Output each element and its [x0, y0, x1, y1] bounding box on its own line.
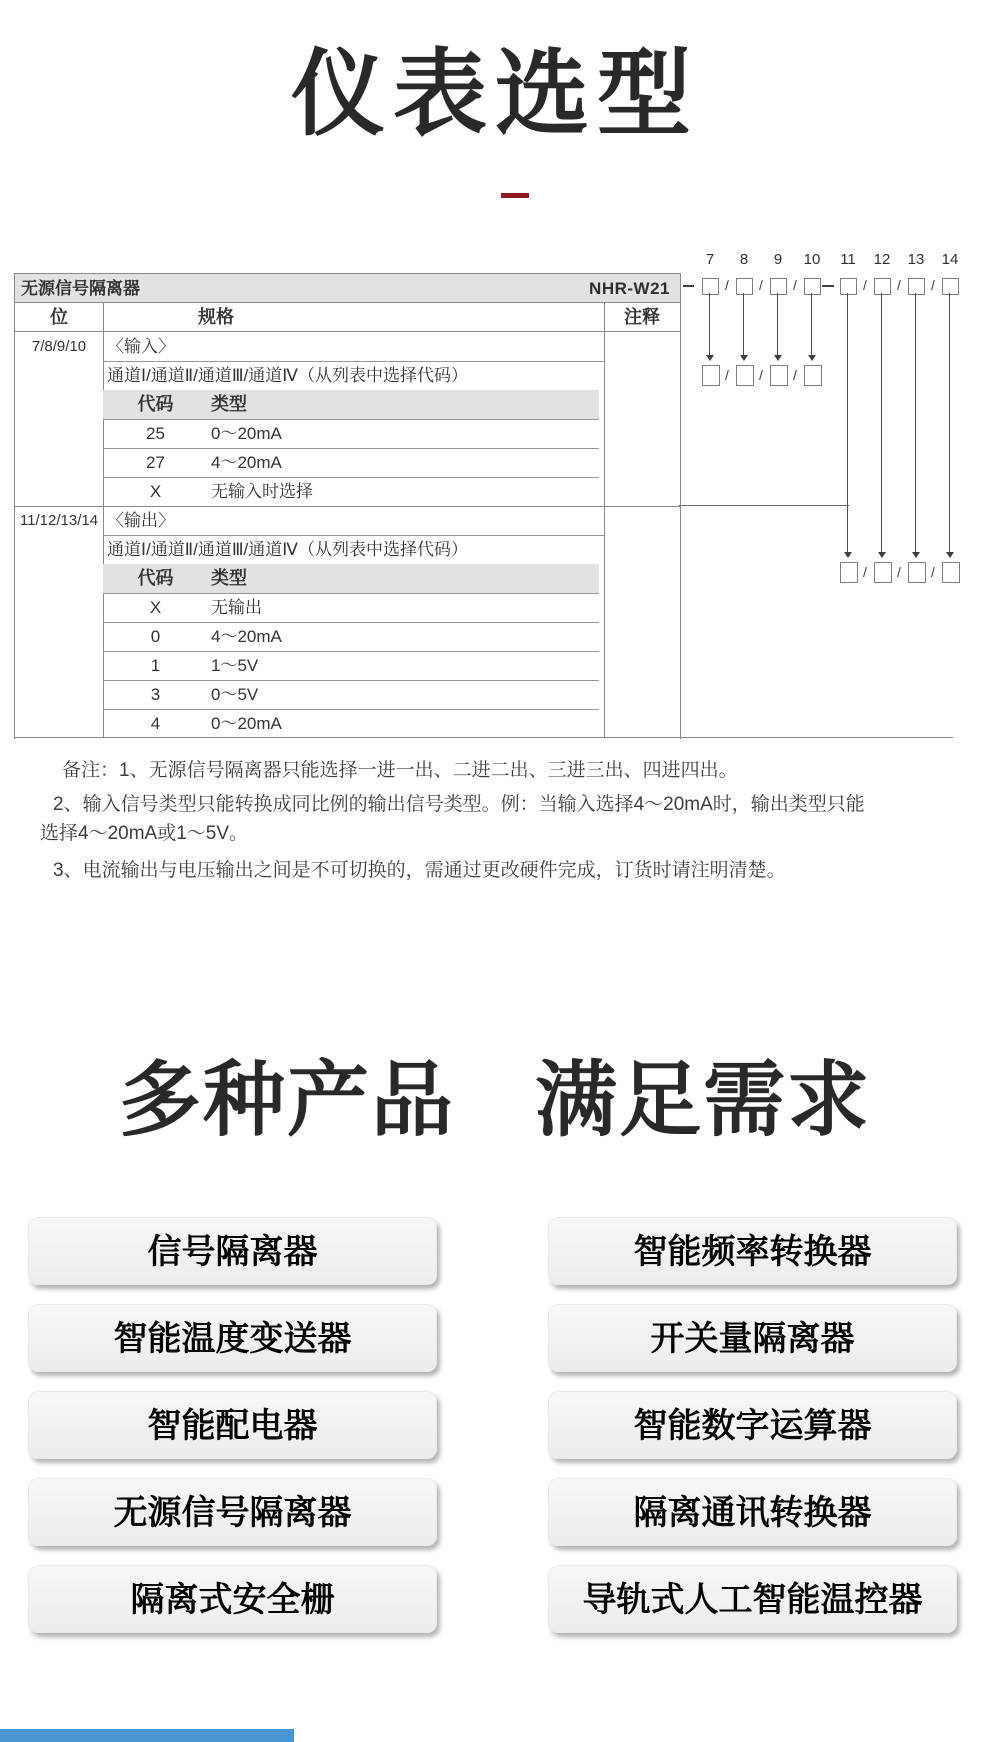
digit-label: 10 — [803, 251, 821, 268]
model-code: NHR-W21 — [589, 279, 670, 298]
type-cell: 无输入时选择 — [211, 482, 313, 501]
table-row — [103, 419, 604, 448]
type-cell: 1～5V — [211, 656, 259, 675]
arrow-head — [740, 355, 748, 361]
slash-separator: / — [863, 277, 867, 293]
arrow-line — [915, 293, 916, 552]
digit-label: 7 — [705, 251, 715, 268]
slash-separator: / — [897, 277, 901, 293]
slash-separator: / — [931, 277, 935, 293]
input-section-label: 〈输入〉 — [107, 337, 175, 356]
order-code-box — [804, 278, 821, 295]
dash-separator — [822, 285, 834, 287]
channel-code-box — [736, 365, 754, 386]
slash-separator: / — [725, 277, 729, 293]
slash-separator: / — [931, 564, 935, 580]
table-row — [103, 680, 604, 709]
product-card-smart-temp-transmitter[interactable]: 智能温度变送器 — [28, 1304, 437, 1372]
products-section-heading — [0, 1035, 990, 1152]
order-code-box — [770, 278, 787, 295]
column-header-position: 位 — [50, 307, 68, 327]
selection-table — [14, 273, 681, 739]
notes — [40, 756, 870, 885]
column-header-spec: 规格 — [198, 307, 234, 327]
arrow-line — [709, 293, 710, 355]
code-cell: 0 — [150, 627, 161, 646]
channel-code-box — [804, 365, 822, 386]
arrow-line — [847, 293, 848, 552]
product-card-din-rail-ai-temp-controller[interactable]: 导轨式人工智能温控器 — [548, 1565, 957, 1633]
slash-separator: / — [793, 367, 797, 383]
channel-code-box — [840, 562, 858, 583]
slash-separator: / — [863, 564, 867, 580]
channel-code-box — [908, 562, 926, 583]
table-row — [103, 622, 604, 651]
order-code-box — [942, 278, 959, 295]
product-name: 无源信号隔离器 — [21, 279, 140, 298]
type-header: 类型 — [211, 568, 247, 588]
table-row — [103, 593, 604, 622]
product-card-smart-frequency-converter[interactable]: 智能频率转换器 — [548, 1217, 957, 1285]
channel-code-box — [942, 562, 960, 583]
code-cell: 3 — [150, 685, 161, 704]
order-code-box — [736, 278, 753, 295]
column-divider — [604, 303, 605, 738]
slash-separator: / — [759, 277, 763, 293]
code-cell: X — [149, 482, 162, 501]
slash-separator: / — [725, 367, 729, 383]
digit-label: 11 — [840, 251, 856, 268]
code-header: 代码 — [137, 394, 174, 414]
product-card-isolated-comm-converter[interactable]: 隔离通讯转换器 — [548, 1478, 957, 1546]
type-cell: 无输出 — [211, 598, 262, 617]
code-header: 代码 — [137, 568, 174, 588]
digit-label: 12 — [873, 251, 891, 268]
channel-code-box — [702, 365, 720, 386]
note-line: 备注：1、无源信号隔离器只能选择一进一出、二进二出、三进三出、四进四出。 — [62, 760, 738, 781]
arrow-head — [808, 355, 816, 361]
output-channel-note: 通道Ⅰ/通道Ⅱ/通道Ⅲ/通道Ⅳ（从列表中选择代码） — [107, 540, 468, 559]
heading-part-2: 满足需求 — [535, 1055, 872, 1146]
type-cell: 4～20mA — [211, 627, 282, 646]
dash-separator — [683, 285, 694, 287]
code-cell: 25 — [146, 424, 165, 443]
table-title-row — [15, 274, 680, 303]
arrow-line — [777, 293, 778, 355]
digit-label: 9 — [773, 251, 783, 268]
order-code-box — [908, 278, 925, 295]
table-row — [103, 477, 604, 506]
position-cell-input: 7/8/9/10 — [31, 338, 87, 355]
note-line: 3、电流输出与电压输出之间是不可切换的，需通过更改硬件完成，订货时请注明清楚。 — [53, 860, 786, 881]
product-card-passive-signal-isolator[interactable]: 无源信号隔离器 — [28, 1478, 437, 1546]
product-card-switch-signal-isolator[interactable]: 开关量隔离器 — [548, 1304, 957, 1372]
arrow-head — [774, 355, 782, 361]
type-cell: 4～20mA — [211, 453, 282, 472]
column-header-note: 注释 — [624, 307, 660, 327]
code-cell: 1 — [150, 656, 161, 675]
code-cell: 4 — [150, 714, 161, 733]
arrow-line — [811, 293, 812, 355]
code-cell: X — [149, 598, 162, 617]
table-row — [103, 448, 604, 477]
bottom-blue-bar — [0, 1729, 294, 1742]
note-line: 2、输入信号类型只能转换成同比例的输出信号类型。例：当输入选择4～20mA时，输出类型只能选择4～20mA或1～5V。 — [40, 794, 865, 844]
order-code-box — [702, 278, 719, 295]
table-row — [103, 709, 604, 738]
heading-part-1: 多种产品 — [118, 1055, 455, 1146]
type-cell: 0～20mA — [211, 714, 282, 733]
product-card-smart-distributor[interactable]: 智能配电器 — [28, 1391, 437, 1459]
slash-separator: / — [897, 564, 901, 580]
output-section-label: 〈输出〉 — [107, 511, 175, 530]
red-divider — [501, 193, 529, 198]
arrow-line — [881, 293, 882, 552]
input-channel-note: 通道Ⅰ/通道Ⅱ/通道Ⅲ/通道Ⅳ（从列表中选择代码） — [107, 366, 468, 385]
product-card-signal-isolator[interactable]: 信号隔离器 — [28, 1217, 437, 1285]
type-cell: 0～5V — [211, 685, 259, 704]
arrow-head — [946, 552, 954, 558]
arrow-head — [844, 552, 852, 558]
order-code-box — [874, 278, 891, 295]
output-section-connector-line — [679, 505, 849, 506]
product-card-isolated-safety-barrier[interactable]: 隔离式安全栅 — [28, 1565, 437, 1633]
type-cell: 0～20mA — [211, 424, 282, 443]
slash-separator: / — [759, 367, 763, 383]
arrow-head — [878, 552, 886, 558]
slash-separator: / — [793, 277, 797, 293]
page-title: 仪表选型 — [290, 41, 699, 146]
arrow-head — [706, 355, 714, 361]
order-code-box — [840, 278, 857, 295]
digit-label: 14 — [941, 251, 959, 268]
channel-code-box — [874, 562, 892, 583]
product-card-smart-digital-calculator[interactable]: 智能数字运算器 — [548, 1391, 957, 1459]
table-row — [103, 651, 604, 680]
arrow-line — [743, 293, 744, 355]
digit-label: 8 — [739, 251, 749, 268]
arrow-head — [912, 552, 920, 558]
position-cell-output: 11/12/13/14 — [19, 512, 99, 529]
arrow-line — [949, 293, 950, 552]
digit-label: 13 — [907, 251, 925, 268]
table-column-headers — [15, 303, 680, 332]
type-header: 类型 — [211, 394, 247, 414]
channel-code-box — [770, 365, 788, 386]
table-bottom-border — [14, 737, 953, 738]
input-code-header-row — [103, 390, 599, 419]
code-cell: 27 — [146, 453, 165, 472]
output-code-header-row — [103, 564, 599, 593]
